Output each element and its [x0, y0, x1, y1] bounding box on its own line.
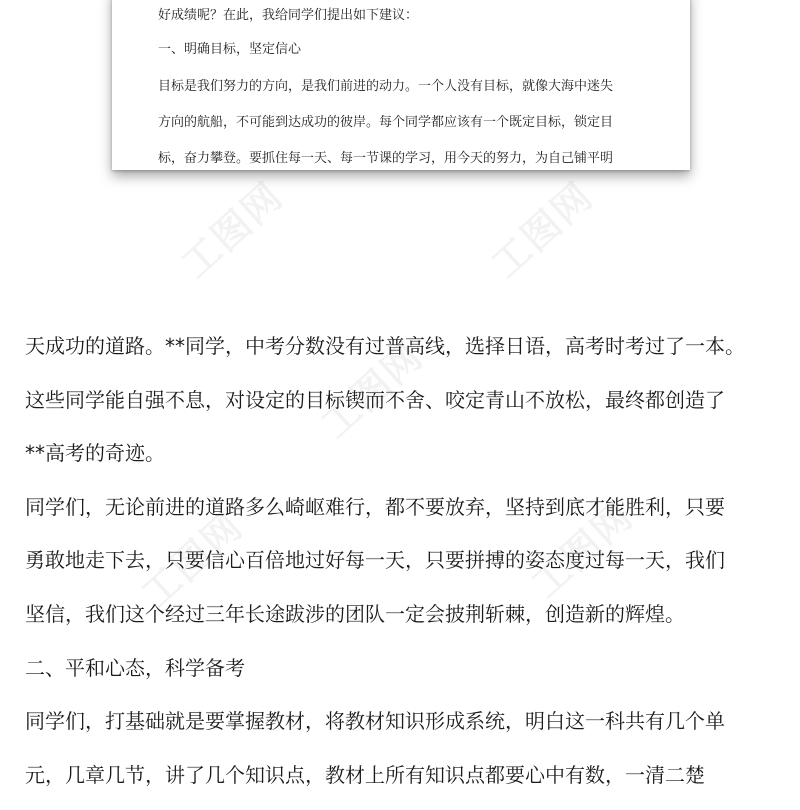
preview-line: 标，奋力攀登。要抓住每一天、每一节课的学习，用今天的努力，为自己铺平明: [158, 151, 614, 166]
preview-line: 目标是我们努力的方向，是我们前进的动力。一个人没有目标，就像大海中迷失: [158, 79, 614, 94]
watermark: 工图网: [173, 173, 292, 287]
preview-line: 好成绩呢？在此，我给同学们提出如下建议：: [158, 8, 419, 23]
watermark: 工图网: [523, 493, 642, 607]
section-heading: 二、平和心态，科学备考: [25, 655, 245, 680]
body-line: 天成功的道路。**同学，中考分数没有过普高线，选择日语，高考时考过了一本。: [25, 334, 745, 358]
body-line: 勇敢地走下去，只要信心百倍地过好每一天，只要拼搏的姿态度过每一天，我们: [25, 548, 725, 573]
watermark: 工图网: [133, 503, 252, 617]
body-line: 坚信，我们这个经过三年长途跋涉的团队一定会披荆斩棘，创造新的辉煌。: [25, 601, 685, 626]
page-preview-card: [112, 0, 690, 170]
body-line: 元，几章几节，讲了几个知识点，教材上所有知识点都要心中有数，一清二楚: [25, 762, 705, 787]
document-body: [25, 328, 785, 810]
body-line: 这些同学能自强不息，对设定的目标锲而不舍、咬定青山不放松，最终都创造了: [25, 387, 725, 412]
preview-line: 方向的航船，不可能到达成功的彼岸。每个同学都应该有一个既定目标，锁定目: [158, 115, 614, 130]
body-line: **高考的奇迹。: [25, 441, 165, 466]
watermark: 工图网: [483, 173, 602, 287]
body-line: 同学们，打基础就是要掌握教材，将教材知识形成系统，明白这一科共有几个单: [25, 709, 725, 734]
watermark: 工图网: [313, 333, 432, 447]
body-line: 同学们，无论前进的道路多么崎岖难行，都不要放弃，坚持到底才能胜利，只要: [25, 494, 725, 519]
preview-heading: 一、明确目标，坚定信心: [158, 42, 302, 57]
